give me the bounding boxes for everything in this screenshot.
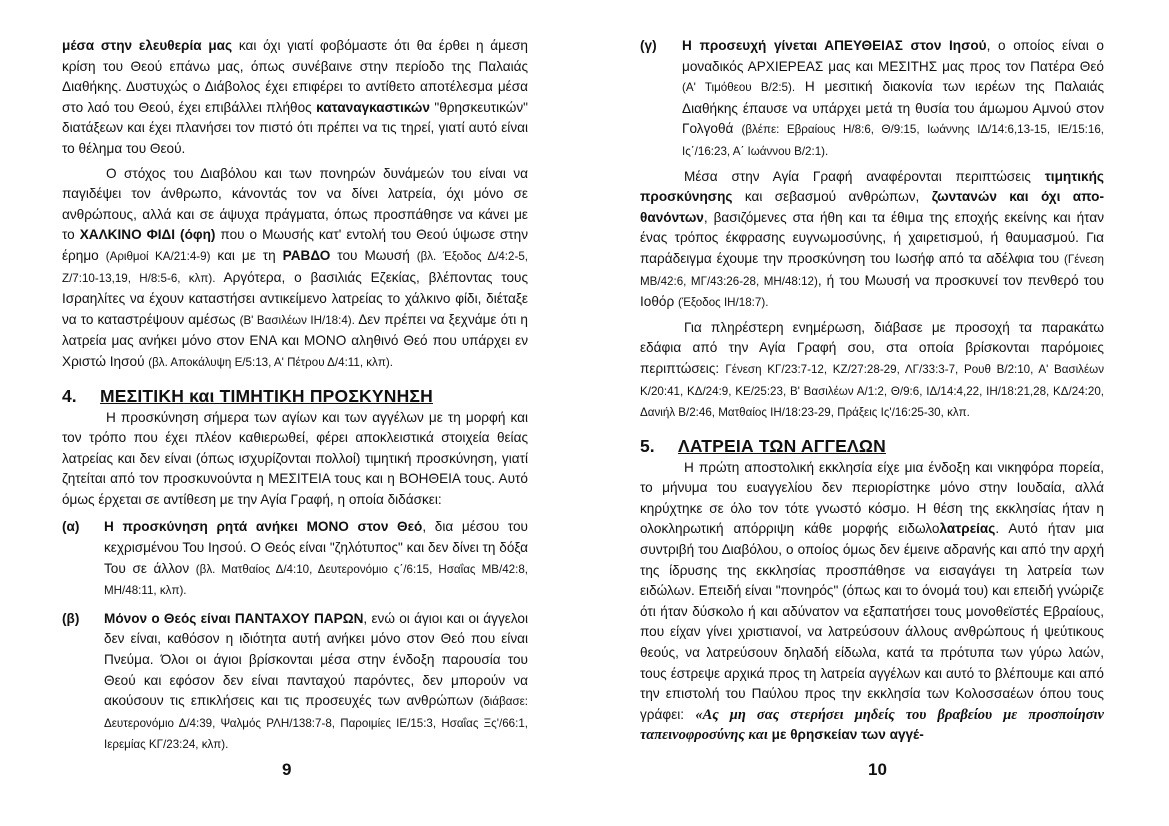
text-run: , δια μέσου του κεχρισμένου Του Ιησού. Ο Θεός είναι "ζηλότυπος" και δεν δίνει τη δόξα Του σε άλλον [104,519,528,576]
item-label: (β) [62,610,80,626]
text-run: που ο Μωυσής κατ' εντολή του Θεού ύψωσε στην έρημο [62,227,528,263]
text-run: Η προσευχή γίνεται ΑΠΕΥΘΕΙΑΣ στον Ιησού [682,38,987,53]
text-run: λατρείας [939,521,996,537]
text-run: τιμητικής προσκύνησης [640,168,1104,205]
text-run: (Α' Τιμόθεου Β/2:5). [682,81,796,95]
text-run: (βλ. Ματθαίος Δ/4:10, Δευτερονόμιο ς΄/6:15, Ησαΐας ΜΒ/42:8, ΜΗ/48:11, κλπ). [104,562,528,598]
item-label: (γ) [640,38,657,53]
item-text [104,609,528,756]
text-run: Αργότερα, ο βασιλιάς Εζεκίας, βλέποντας τους Ισραηλίτες να έχουν καταστήσει αντικείμενο λατρείας το χάλκινο φίδι, διέταξε να το καταστρέψουν αμέσως [62,269,528,327]
text-run: (διάβασε: Δευτερονόμιο Δ/4:39, Ψαλμός ΡΛΗ/138:7-8, Παροιμίες ΙΕ/15:3, Ησαΐας Ξς'/66:1, Ιερεμίας ΚΓ/23:24, κλπ). [104,695,528,752]
paragraph [640,318,1104,424]
text-run: Ο στόχος του Διαβόλου και των πονηρών δυνάμεών του είναι να παγιδέψει τον άνθρωπο, κάνοντάς τον να δίνει λατρεία, όχι μόνο σε ανθρώπους, αλλά και σε άψυχα πράγματα, όπως προσπάθησε να κάνει με το [62,165,528,243]
text-run: . Αυτό ήταν μια συντριβή του Διαβόλου, ο οποίος όμως δεν έμεινε αδρανής και από την αρχή της ίδρυσης της εκκλησίας προσπάθησε να εισαγάγει τη λατρεία των ειδώλων. Επειδή είναι "πονηρός" (όπως και το όνομά του) και επειδή γνώριζε ότι ήταν δύσκολο ή και αδύνατον να εξαπατήσει τους μονοθεϊστές Εβραίους, που είχαν γίνει χριστιανοί, να λατρεύσουν άλλους ανθρώπους ή ψεύτικους θεούς, να λατρεύσουν δηλαδή είδωλα, κατά τα πρότυπα των γύρω λαών, τους έστρεψε αρχικά προς τη λατρεία αγγέλων και αυτό το βλέπουμε και από την επιστολή του Παύλου προς την εκκλησία των Κολοσσαέων όπου τους γράφει: [640,521,1104,722]
section-number: 4. [62,385,77,406]
text-run: (βλ. Αποκάλυψη Ε/5:13, Α' Πέτρου Δ/4:11, κλπ). [148,355,393,369]
text-run: (βλ. Έξοδος Δ/4:2-5, Ζ/7:10-13,19, Η/8:5-6, κλπ). [62,249,528,285]
paragraph [640,167,1104,314]
text-run: (Γένεση ΜΒ/42:6, ΜΓ/43:26-28, ΜΗ/48:12) [640,252,1104,288]
text-run: Μόνον ο Θεός είναι ΠΑΝΤΑΧΟΥ ΠΑΡΩΝ [104,610,364,626]
text-run: "θρησκευτικών" διατάξεων και έχει πλανήσει τον πιστό ότι πρέπει να τις τηρεί, γιατί αυτό είναι το θέλημα του Θεού. [62,99,528,156]
section-number: 5. [640,435,655,456]
text-run: ζωντανών και όχι αποθανόντων [640,189,1104,225]
paragraph [62,408,528,511]
text-run: (Αριθμοί ΚΑ/21:4-9) [105,249,211,263]
text-run: (Β' Βασιλέων ΙΗ/18:4). [239,313,355,327]
text-run: Δεν πρέπει να ξεχνάμε ότι η λατρεία μας ανήκει μόνο στον ΕΝΑ και ΜΟΝΟ αληθινό Θεό που υπάρχει εν Χριστώ Ιησού [62,311,528,369]
section-heading [62,384,528,408]
text-run: Η προσκύνηση σήμερα των αγίων και των αγγέλων με τη μορφή και τον τρόπο που έχει πλέον καθιερωθεί, φέρει αποκλειστικά στοιχεία θείας λατρείας και δεν είναι (όπως ισχυρίζονται πολλοί) τιμητική προσκύνηση, γιατί ζητείται από τον προσκυνούντα η ΜΕΣΙΤΕΙΑ τους και η ΒΟΗΘΕΙΑ τους. Αυτό όμως έρχεται σε αντίθεση με την Αγία Γραφή, η οποία διδάσκει: [62,409,528,507]
text-run: , ενώ οι άγιοι και οι άγγελοι δεν είναι, καθόσον η ιδιότητα αυτή ανήκει μόνο στον Θεό που είναι Πνεύμα. Όλοι οι άγιοι βρίσκονται μέσα στην ένδοξη παρουσία του Θεού και εφόσον δεν είναι πανταχού παρόντες, δεν μπορούν να ακούσουν τις επικλήσεις και τις προσευχές των ανθρώπων [104,610,528,709]
text-run: (Έξοδος ΙΗ/18:7). [677,296,769,310]
text-run: ΡΑΒΔΟ [282,247,331,263]
page-number: 10 [868,760,887,779]
right-page [640,36,1104,746]
text-run: Για πληρέστερη ενημέρωση, διάβασε με προσοχή τα παρακάτω εδάφια από την Αγία Γραφή σου, στα οποία βρίσκονται παρόμοιες περιπτώσεις: [640,319,1104,376]
list-item [62,609,528,756]
text-run: , ή του Μωυσή να προσκυνεί τον πενθερό του Ιοθόρ [640,272,1104,310]
text-run: καταναγκαστικών [316,99,430,115]
text-run: «Ας μη σας στερήσει μηδείς του βραβείου με προσποίησιν ταπεινοφροσύνης και [640,706,1104,744]
text-run: (βλέπε: Εβραίους Η/8:6, Θ/9:15, Ιωάννης ΙΔ/14:6,13-15, ΙΕ/15:16, Ις΄/16:23, Α΄ Ιωάννου Β/2:1). [682,123,1104,158]
text-run: , ο οποίος είναι ο μοναδικός ΑΡΧΙΕΡΕΑΣ μας και ΜΕΣΙΤΗΣ μας προς τον Πατέρα Θεό [682,38,1104,74]
left-page [62,36,528,756]
item-label: (α) [62,519,80,535]
section-heading [640,434,1104,458]
paragraph [62,164,528,374]
page-number: 9 [282,760,292,779]
text-run: Μέσα στην Αγία Γραφή αναφέρονται περιπτώσεις [684,168,1045,184]
text-run: και όχι γιατί φοβόμαστε ότι θα έρθει η άμεση κρίση του Θεού επάνω μας, όπως συνέβαινε στην περίοδο της Παλαιάς Διαθήκης. Δυστυχώς ο Διάβολος έχει επιφέρει το αντίθετο αποτέλεσμα μέσα στο λαό του Θεού, έχει επιβάλλει πλήθος [62,38,528,115]
text-run: Η πρώτη αποστολική εκκλησία είχε μια ένδοξη και νικηφόρα πορεία, το μήνυμα του ευαγγελίου δεν περιορίστηκε μόνο στην Ιουδαία, αλλά κηρύχτηκε σε όλο τον τότε γνωστό κόσμο. Η θέση της εκκλησίας ήταν η ολοκληρωτική απόρριψη κάθε μορφής ειδωλο [640,459,1104,537]
text-run: Η μεσιτική διακονία των ιερέων της Παλαιάς Διαθήκης έπαυσε να υπάρχει μετά τη θυσία του άμωμου Αμνού στον Γολγοθά [682,79,1105,137]
list-item [640,36,1104,163]
text-run: του Μωυσή [330,247,417,263]
section-title: ΛΑΤΡΕΙΑ ΤΩΝ ΑΓΓΕΛΩΝ [678,435,886,456]
text-run: , βασιζόμενες στα ήθη και τα έθιμα της εποχής εκείνης και ήταν ένας τρόπος έκφρασης ευγνωμοσύνης, ή χαιρετισμού, ή θαυμασμού. Για παράδειγμα έχουμε την προσκύνηση του Ιωσήφ από τα αδέλφια του [640,209,1104,266]
text-run: ΧΑΛΚΙΝΟ ΦΙΔΙ (όφη) [79,227,216,243]
text-run: και με τη [210,247,283,263]
text-run: με θρησκείαν των αγγέ- [767,727,924,743]
text-run: μέσα στην ελευθερία μας [62,38,233,53]
text-run: Η προσκύνηση ρητά ανήκει ΜΟΝΟ στον Θεό [104,519,423,535]
item-text [682,36,1104,163]
section-title: ΜΕΣΙΤΙΚΗ και ΤΙΜΗΤΙΚΗ ΠΡΟΣΚΥΝΗΣΗ [100,385,433,406]
paragraph [640,458,1104,746]
list-item [62,517,528,601]
paragraph [62,36,528,160]
item-text [104,517,528,601]
text-run: Γένεση ΚΓ/23:7-12, ΚΖ/27:28-29, ΛΓ/33:3-7, Ρουθ Β/2:10, Α' Βασιλέων Κ/20:41, ΚΔ/24:9, ΚΕ/25:23, Β' Βασιλέων Α/1:2, Θ/9:6, ΙΔ/14:4,22, ΙΗ/18:21,28, ΚΔ/24:20, Δανιήλ Β/2:46, Ματθαίος ΙΗ/18:23-29, Πράξεις Ις'/16:25-30, κλπ. [640,362,1105,420]
text-run: και σεβασμού ανθρώπων, [732,189,932,205]
